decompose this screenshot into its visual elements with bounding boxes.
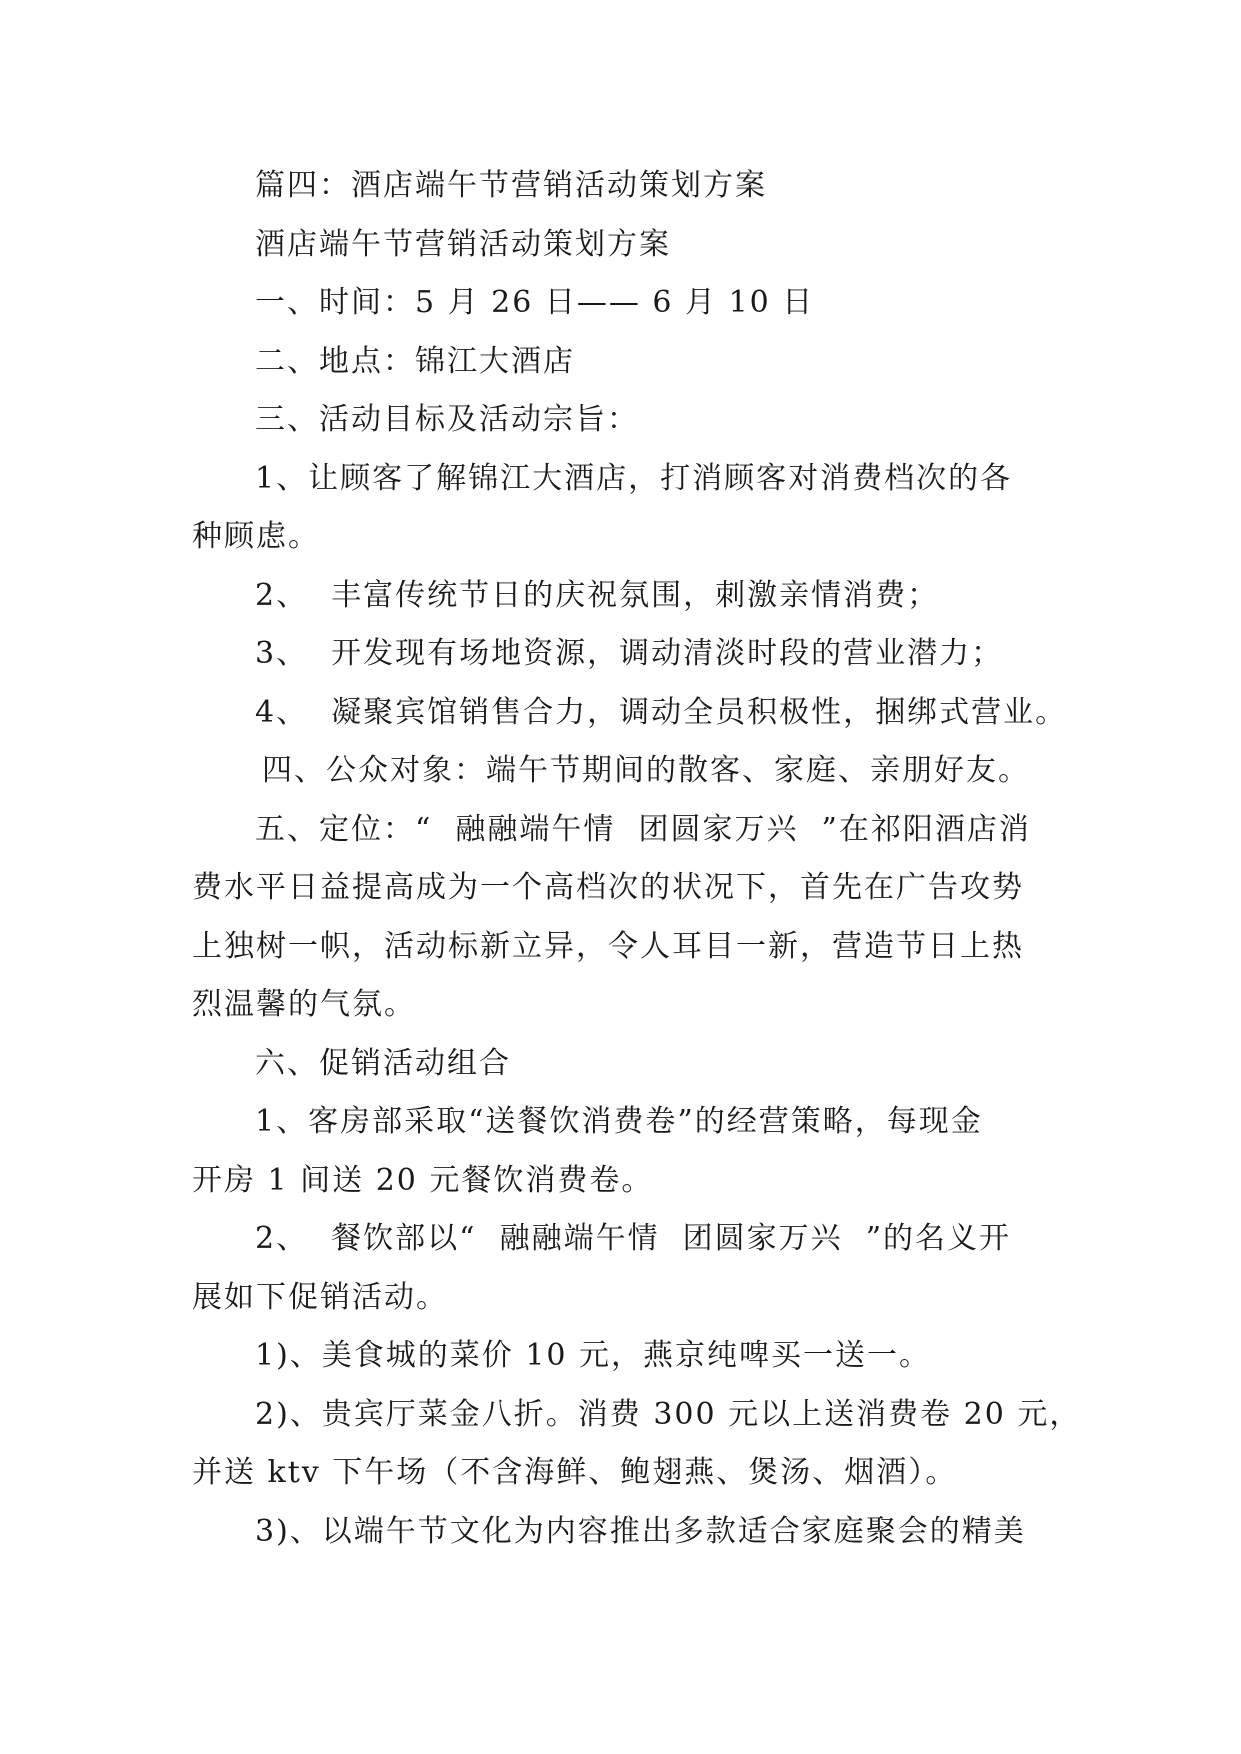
doc-line: 三、活动目标及活动宗旨： <box>255 402 639 437</box>
doc-line: 四、公众对象：端午节期间的散客、家庭、亲朋好友。 <box>262 753 1030 788</box>
doc-line: 1、客房部采取“送餐饮消费卷”的经营策略，每现金 <box>255 1104 983 1139</box>
doc-line: 3)、以端午节文化为内容推出多款适合家庭聚会的精美 <box>255 1514 1026 1549</box>
doc-title: 酒店端午节营销活动策划方案 <box>255 227 671 262</box>
doc-line: 2)、贵宾厅菜金八折。消费 300 元以上送消费卷 20 元， <box>255 1397 1082 1432</box>
doc-line: 费水平日益提高成为一个高档次的状况下，首先在广告攻势 <box>192 870 1024 905</box>
doc-line: 种顾虑。 <box>192 519 320 554</box>
doc-heading: 篇四：酒店端午节营销活动策划方案 <box>255 168 767 203</box>
doc-line: 上独树一帜，活动标新立异，令人耳目一新，营造节日上热 <box>192 929 1024 964</box>
doc-line: 1、让顾客了解锦江大酒店，打消顾客对消费档次的各 <box>255 461 1013 496</box>
doc-line: 二、地点：锦江大酒店 <box>255 344 575 379</box>
doc-line: 2、 丰富传统节日的庆祝氛围，刺激亲情消费； <box>255 578 940 613</box>
doc-line: 3、 开发现有场地资源，调动清淡时段的营业潜力； <box>255 636 1004 671</box>
doc-line: 烈温馨的气氛。 <box>192 987 416 1022</box>
doc-line: 2、 餐饮部以“ 融融端午情 团圆家万兴 ”的名义开 <box>255 1221 1012 1256</box>
doc-line: 六、促销活动组合 <box>255 1046 511 1081</box>
doc-line: 一、时间：5 月 26 日—— 6 月 10 日 <box>255 285 815 320</box>
doc-line: 展如下促销活动。 <box>192 1280 448 1315</box>
doc-line: 开房 1 间送 20 元餐饮消费卷。 <box>192 1163 654 1198</box>
doc-line: 五、定位：“ 融融端午情 团圆家万兴 ”在祁阳酒店消 <box>255 812 1031 847</box>
doc-line: 1)、美食城的菜价 10 元，燕京纯啤买一送一。 <box>255 1338 932 1373</box>
doc-line: 并送 ktv 下午场（不含海鲜、鲍翅燕、煲汤、烟酒）。 <box>192 1455 958 1490</box>
doc-line: 4、 凝聚宾馆销售合力，调动全员积极性，捆绑式营业。 <box>255 695 1068 730</box>
